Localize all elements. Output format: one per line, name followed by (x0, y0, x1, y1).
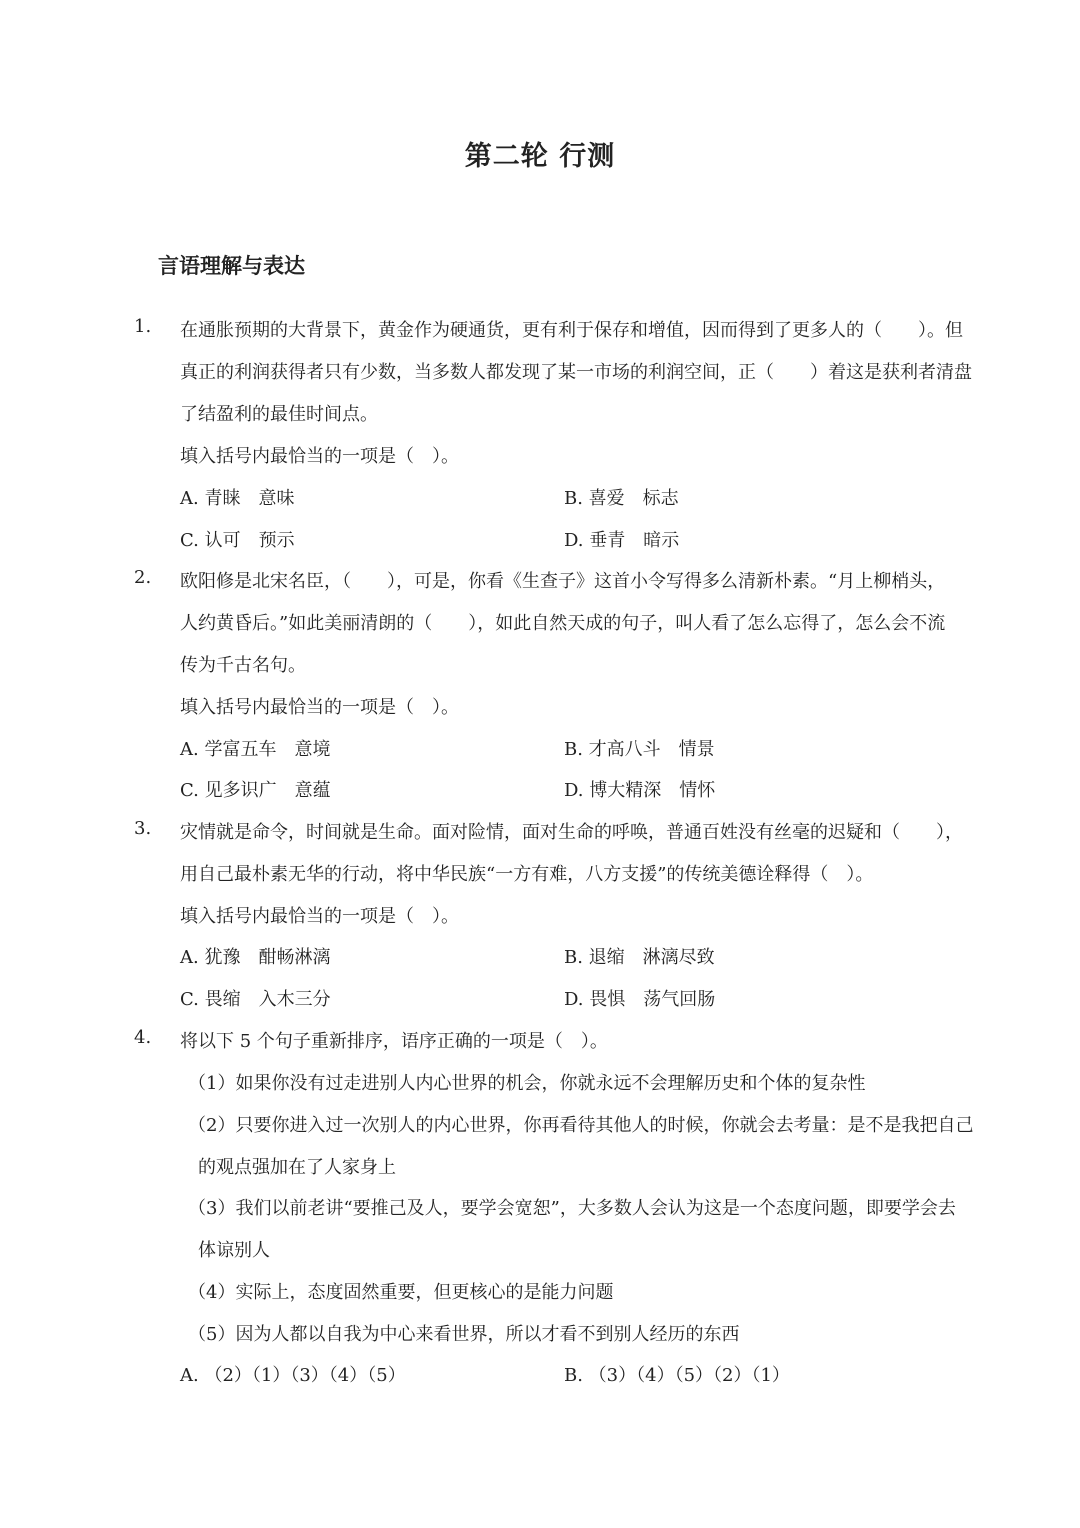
option-b: B. 喜爱 标志 (564, 488, 679, 509)
sentence-3: （3）我们以前老讲“要推己及人，要学会宽恕”，大多数人会认为这是一个态度问题，即要学会去 (188, 1198, 956, 1219)
option-d: D. 畏惧 荡气回肠 (564, 989, 716, 1010)
question-prompt: 填入括号内最恰当的一项是（ ）。 (180, 697, 459, 718)
option-a: A. 犹豫 酣畅淋漓 (180, 947, 331, 968)
section-heading: 言语理解与表达 (158, 254, 305, 278)
option-a: A. （2）（1）（3）（4）（5） (180, 1365, 406, 1386)
sentence-2-continued: 的观点强加在了人家身上 (198, 1157, 396, 1178)
option-d: D. 博大精深 情怀 (564, 780, 716, 801)
question-text-line: 灾情就是命令，时间就是生命。面对险情，面对生命的呼唤，普通百姓没有丝毫的迟疑和（ ）， (180, 822, 963, 843)
sentence-4: （4）实际上，态度固然重要，但更核心的是能力问题 (188, 1282, 614, 1303)
sentence-3-continued: 体谅别人 (198, 1240, 270, 1261)
question-prompt: 填入括号内最恰当的一项是（ ）。 (180, 446, 459, 467)
option-b: B. （3）（4）（5）（2）（1） (564, 1365, 790, 1386)
option-a: A. 学富五车 意境 (180, 739, 331, 760)
option-c: C. 认可 预示 (180, 530, 295, 551)
question-prompt: 填入括号内最恰当的一项是（ ）。 (180, 906, 459, 927)
question-text-line: 人约黄昏后。”如此美丽清朗的（ ），如此自然天成的句子，叫人看了怎么忘得了，怎么会不流 (180, 613, 946, 634)
question-stem: 将以下 5 个句子重新排序，语序正确的一项是（ ）。 (180, 1031, 608, 1052)
sentence-5: （5）因为人都以自我为中心来看世界，所以才看不到别人经历的东西 (188, 1324, 740, 1345)
option-d: D. 垂青 暗示 (564, 530, 680, 551)
question-number: 2. (134, 567, 152, 588)
question-number: 3. (134, 818, 152, 839)
question-text-line: 欧阳修是北宋名臣，（ ），可是，你看《生查子》这首小令写得多么清新朴素。“月上柳梢头， (180, 571, 946, 592)
question-text-line: 在通胀预期的大背景下，黄金作为硬通货，更有利于保存和增值，因而得到了更多人的（ ）。但 (180, 320, 963, 341)
question-number: 4. (134, 1027, 152, 1048)
page-title: 第二轮 行测 (464, 141, 616, 172)
option-c: C. 畏缩 入木三分 (180, 989, 331, 1010)
sentence-2: （2）只要你进入过一次别人的内心世界，你再看待其他人的时候，你就会去考量：是不是我把自己 (188, 1115, 974, 1136)
option-c: C. 见多识广 意蕴 (180, 780, 331, 801)
question-text-line: 真正的利润获得者只有少数，当多数人都发现了某一市场的利润空间，正（ ）着这是获利者清盘 (180, 362, 972, 383)
option-b: B. 退缩 淋漓尽致 (564, 947, 715, 968)
question-number: 1. (134, 316, 152, 337)
sentence-1: （1）如果你没有过走进别人内心世界的机会，你就永远不会理解历史和个体的复杂性 (188, 1073, 866, 1094)
question-text-line: 用自己最朴素无华的行动，将中华民族“一方有难，八方支援”的传统美德诠释得（ ）。 (180, 864, 874, 885)
question-text-line: 了结盈利的最佳时间点。 (180, 404, 378, 425)
question-text-line: 传为千古名句。 (180, 655, 306, 676)
option-a: A. 青睐 意味 (180, 488, 295, 509)
option-b: B. 才高八斗 情景 (564, 739, 715, 760)
